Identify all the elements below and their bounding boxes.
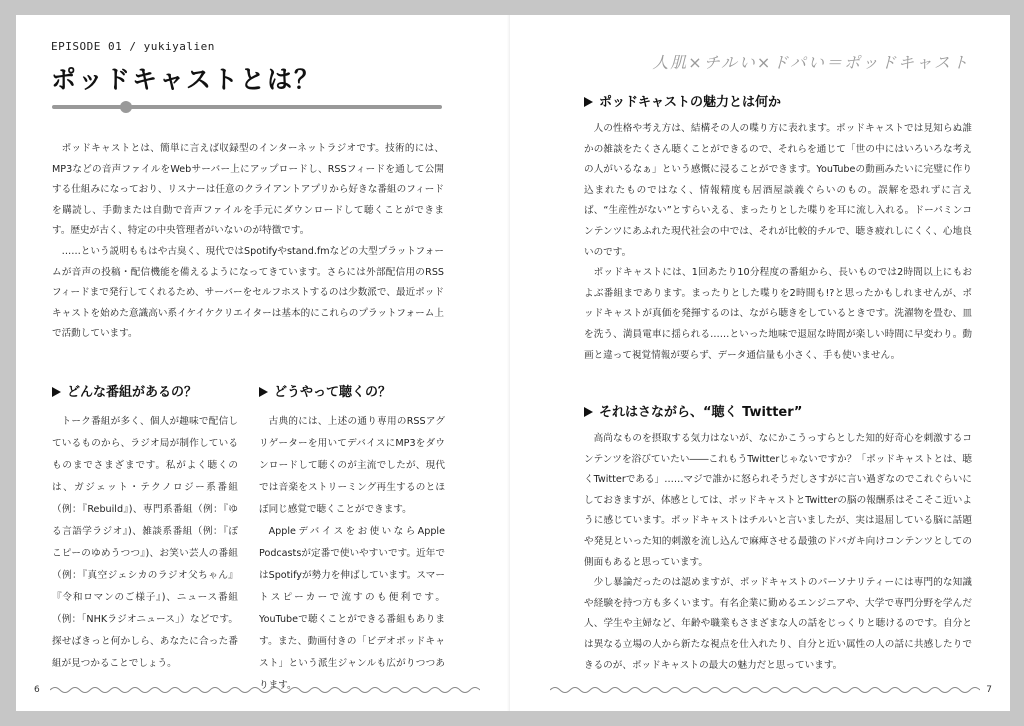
- triangle-bullet-icon: [584, 407, 593, 417]
- page-number-right: 7: [986, 685, 992, 695]
- col2-text: [259, 411, 445, 697]
- appeal-text: [584, 119, 972, 366]
- left-page: [16, 15, 516, 711]
- heading-listening-twitter: [584, 401, 802, 420]
- footer-wave-line: [550, 685, 980, 695]
- heading-appeal-label: ポッドキャストの魅力とは何か: [599, 95, 782, 110]
- appeal-paragraph-2: ポッドキャストには、1回あたり10分程度の番組から、長いものでは2時間以上にもおよぶ番組まであります。まったりとした喋りを2時間も!?と思ったかもしれませんが、ポッドキャストが真価を発揮するのは、ながら聴きをしているときです。洗濯物を畳む、皿を洗う、満員電車に揺られる……といった地味で退屈な時間が楽しい時間に早変わり。動画と違って視覚情報が要らず、データ通信量も小さく、手も使いません。: [584, 267, 972, 361]
- heading-how-to-listen: [259, 381, 391, 400]
- episode-label: EPISODE 01 / yukiyalien: [51, 40, 215, 53]
- heading-what-shows-label: どんな番組があるの？: [67, 385, 198, 400]
- page-tagline: 人肌×チルい×ドパい＝ポッドキャスト: [652, 53, 970, 72]
- triangle-bullet-icon: [52, 387, 61, 397]
- intro-text: [52, 139, 444, 345]
- intro-paragraph-2: ……という説明ももはや古臭く、現代ではSpotifyやstand.fmなどの大型プラットフォームが音声の投稿・配信機能を備えるようになってきています。さらには外部配信用のRSSフィードまで発行してくれるため、サーバーをセルフホストするのは少数派で、最近ポッドキャストを始めた意識高い系イケイケクリエイターは基本的にこれらのプラットフォーム上で活動しています。: [52, 245, 444, 340]
- triangle-bullet-icon: [584, 97, 593, 107]
- heading-appeal: [584, 91, 781, 110]
- intro-paragraph-1: ポッドキャストとは、簡単に言えば収録型のインターネットラジオです。技術的には、MP3などの音声ファイルをWebサーバー上にアップロードし、RSSフィードを通して公開する仕組みになっており、リスナーは任意のクライアントアプリから好きな番組のフィードを購読し、手動または自動で音声ファイルを手元にダウンロードして聴くことができます。歴史が古く、特定の中央管理者がいないのが特徴です。: [52, 143, 444, 237]
- twitter-paragraph-1: 高尚なものを摂取する気力はないが、なにかこうっすらとした知的好奇心を刺激するコンテンツを浴びていたい――これもうTwitterじゃないですか？「ポッドキャストとは、聴くTwitterである」……マジで誰かに怒られそうだしさすがに言い過ぎなのでこれぐらいにしておきますが、体感としては、ポッドキャストとTwitterの脳の報酬系はそこそこ近いように感じています。ポッドキャストはチルいと言いましたが、実は退屈している脳に話題や発見といった知的刺激を流し込んで麻痺させる最強のドパガキ向けコンテンツとしての側面もあると思っています。: [584, 433, 972, 568]
- heading-how-to-listen-label: どうやって聴くの？: [274, 385, 392, 400]
- page-number-left: 6: [34, 685, 40, 695]
- page-title: ポッドキャストとは？: [51, 65, 322, 94]
- title-rule-dot: [120, 101, 132, 113]
- twitter-paragraph-2: 少し暴論だったのは認めますが、ポッドキャストのパーソナリティーには専門的な知識や経験を持つ方も多くいます。有名企業に勤めるエンジニアや、大学で専門分野を学んだ人、学生や主婦など、年齢や職業もさまざまな人の話をじっくりと聴けるのです。自分とは異なる立場の人から新たな視点を仕入れたり、自分と近い属性の人の話に共感したりできるのが、ポッドキャストの最大の魅力だと思っています。: [584, 577, 972, 671]
- col2-paragraph-2: Appleデバイスをお使いならApple Podcastsが定番で使いやすいです。近年ではSpotifyが勢力を伸ばしています。スマートスピーカーで流すのも便利です。YouTubeで聴くことができる番組もあります。また、動画付きの「ビデオポッドキャスト」という派生ジャンルも広がりつつあります。: [259, 526, 445, 691]
- heading-what-shows: [52, 381, 197, 400]
- footer-wave-line: [50, 685, 480, 695]
- triangle-bullet-icon: [259, 387, 268, 397]
- heading-listening-twitter-label: それはさながら、“聴く Twitter”: [599, 405, 803, 420]
- col1-paragraph: トーク番組が多く、個人が趣味で配信しているものから、ラジオ局が制作しているものまでさまざまです。私がよく聴くのは、ガジェット・テクノロジー系番組（例：『Rebuild』)、専門系番組（例：『ゆる言語学ラジオ』)、雑談系番組（例：『ぽこピーのゆめうつつ』)、お笑い芸人の番組（例：『真空ジェシカのラジオ父ちゃん』『令和ロマンのご様子』)、ニュース番組（例：「NHKラジオニュース」）などです。探せばきっと何かしら、あなたに合った番組が見つかることでしょう。: [52, 416, 238, 669]
- col1-text: [52, 411, 238, 675]
- appeal-paragraph-1: 人の性格や考え方は、結構その人の喋り方に表れます。ポッドキャストでは見知らぬ誰かの雑談をたくさん聴くことができるので、それらを通じて「世の中にはいろいろな考えの人がいるなぁ」という感慨に浸ることができます。YouTubeの動画みたいに完璧に作り込まれたものではなく、情報精度も居酒屋談義ぐらいのもの。誤解を恐れずに言えば、“生産性がない”とすらいえる、まったりとした喋りを耳に流し入れる。ドーパミンコンテンツにあふれた現代社会の中では、それが比較的チルで、聴き疲れしにくく、心地良いのです。: [584, 123, 972, 258]
- right-page: [510, 15, 1010, 711]
- title-rule: [52, 105, 442, 109]
- twitter-text: [584, 429, 972, 676]
- col2-paragraph-1: 古典的には、上述の通り専用のRSSアグリゲーターを用いてデバイスにMP3をダウンロードして聴くのが主流でしたが、現代では音楽をストリーミング再生するのとほぼ同じ感覚で聴くことができます。: [259, 416, 445, 515]
